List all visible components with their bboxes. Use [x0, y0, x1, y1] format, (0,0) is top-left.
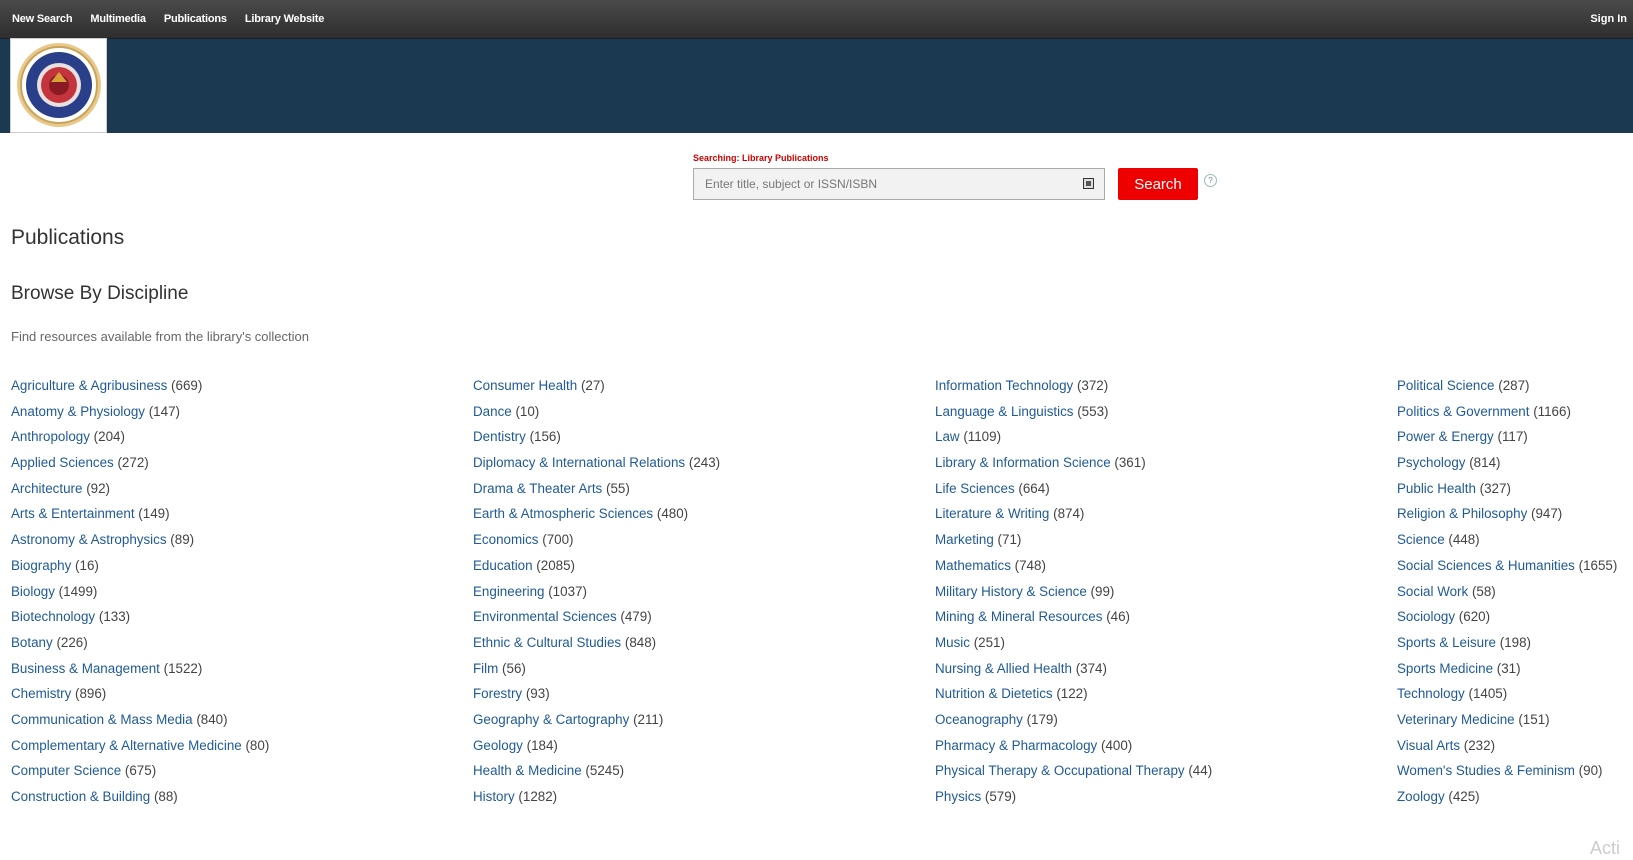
discipline-link[interactable]: Astronomy & Astrophysics: [11, 532, 167, 548]
discipline-link[interactable]: Sports & Leisure: [1397, 634, 1496, 650]
top-navigation-bar: [0, 0, 1633, 39]
discipline-item: [473, 633, 720, 659]
discipline-count: (27): [580, 378, 605, 393]
discipline-link[interactable]: Anthropology: [11, 429, 90, 445]
discipline-count: (1405): [1468, 686, 1508, 702]
discipline-count: (874): [1053, 506, 1085, 522]
discipline-link[interactable]: Oceanography: [935, 711, 1023, 727]
discipline-item: [935, 710, 1212, 736]
discipline-count: (896): [75, 686, 107, 702]
discipline-column-1: [11, 376, 269, 813]
nav-library-website[interactable]: Library Website: [244, 13, 325, 25]
sign-in-link[interactable]: Sign In: [1590, 13, 1627, 25]
discipline-count: (553): [1077, 403, 1109, 419]
discipline-item: [935, 479, 1212, 505]
discipline-item: [473, 376, 720, 402]
discipline-link[interactable]: Political Science: [1397, 378, 1495, 393]
discipline-item: [935, 556, 1212, 582]
discipline-count: (232): [1463, 737, 1496, 753]
discipline-item: [11, 761, 269, 787]
discipline-item: [473, 736, 720, 762]
discipline-item: [473, 787, 720, 813]
discipline-item: [473, 556, 720, 582]
discipline-link[interactable]: Architecture: [11, 480, 83, 496]
discipline-item: [473, 684, 720, 710]
discipline-item: [935, 607, 1212, 633]
discipline-item: [11, 633, 269, 659]
discipline-item: [11, 659, 269, 685]
discipline-link[interactable]: Social Sciences & Humanities: [1397, 557, 1575, 573]
discipline-count: (480): [656, 506, 689, 522]
discipline-count: (1655): [1578, 557, 1618, 573]
discipline-item: [1397, 453, 1617, 479]
discipline-count: (1166): [1533, 403, 1571, 419]
discipline-link[interactable]: Engineering: [473, 583, 545, 599]
discipline-count: (947): [1531, 506, 1563, 522]
discipline-count: (133): [98, 609, 131, 625]
discipline-item: [935, 427, 1212, 453]
discipline-link[interactable]: Environmental Sciences: [473, 609, 617, 625]
search-scope-label: Searching: Library Publications: [693, 153, 829, 163]
discipline-count: (99): [1090, 583, 1115, 599]
discipline-count: (372): [1076, 378, 1109, 393]
discipline-link[interactable]: Science: [1397, 532, 1445, 548]
discipline-link[interactable]: Power & Energy: [1397, 429, 1494, 445]
discipline-link[interactable]: Business & Management: [11, 660, 160, 676]
discipline-link[interactable]: Music: [935, 634, 970, 650]
discipline-count: (16): [75, 557, 99, 573]
discipline-link[interactable]: Complementary & Alternative Medicine: [11, 737, 242, 753]
discipline-link[interactable]: Marketing: [935, 532, 994, 548]
discipline-item: [1397, 710, 1617, 736]
discipline-item: [473, 402, 720, 428]
discipline-item: [935, 530, 1212, 556]
discipline-count: (226): [56, 634, 88, 650]
discipline-link[interactable]: Earth & Atmospheric Sciences: [473, 506, 654, 522]
discipline-item: [11, 710, 269, 736]
discipline-count: (243): [688, 455, 721, 471]
discipline-link[interactable]: Physics: [935, 789, 982, 804]
discipline-link[interactable]: Forestry: [473, 686, 523, 702]
page-title: Publications: [11, 226, 125, 249]
discipline-count: (90): [1578, 763, 1603, 779]
discipline-count: (400): [1100, 737, 1133, 753]
discipline-link[interactable]: Ethnic & Cultural Studies: [473, 634, 622, 650]
discipline-link[interactable]: Veterinary Medicine: [1397, 711, 1515, 727]
discipline-link[interactable]: Social Work: [1397, 583, 1469, 599]
keyboard-icon[interactable]: [1083, 178, 1094, 189]
discipline-link[interactable]: Public Health: [1397, 480, 1476, 496]
discipline-count: (251): [973, 634, 1005, 650]
discipline-item: [1397, 530, 1617, 556]
discipline-count: (89): [170, 532, 195, 548]
discipline-count: (5245): [585, 763, 625, 779]
search-area: [693, 153, 1213, 193]
discipline-link[interactable]: Biology: [11, 583, 55, 599]
discipline-item: [935, 504, 1212, 530]
discipline-item: [11, 736, 269, 762]
discipline-link[interactable]: Consumer Health: [473, 378, 578, 393]
search-button[interactable]: Search: [1118, 168, 1198, 200]
discipline-item: [1397, 659, 1617, 685]
discipline-link[interactable]: Diplomacy & International Relations: [473, 455, 686, 471]
discipline-count: (2085): [536, 557, 576, 573]
discipline-link[interactable]: Mining & Mineral Resources: [935, 609, 1103, 625]
search-field[interactable]: [693, 168, 1105, 200]
discipline-item: [11, 787, 269, 813]
search-input[interactable]: [694, 169, 1085, 199]
discipline-link[interactable]: Library & Information Science: [935, 455, 1111, 471]
discipline-count: (122): [1056, 686, 1088, 702]
discipline-link[interactable]: Biography: [11, 557, 72, 573]
discipline-item: [473, 659, 720, 685]
discipline-count: (327): [1479, 480, 1511, 496]
discipline-count: (840): [196, 711, 228, 727]
discipline-count: (93): [525, 686, 550, 702]
discipline-link[interactable]: Language & Linguistics: [935, 403, 1074, 419]
discipline-link[interactable]: Zoology: [1397, 789, 1445, 804]
nav-publications[interactable]: Publications: [163, 13, 227, 25]
discipline-item: [473, 607, 720, 633]
discipline-count: (80): [245, 737, 270, 753]
discipline-item: [1397, 607, 1617, 633]
discipline-link[interactable]: Communication & Mass Media: [11, 711, 193, 727]
discipline-link[interactable]: Life Sciences: [935, 480, 1015, 496]
discipline-link[interactable]: Religion & Philosophy: [1397, 506, 1528, 522]
discipline-item: [11, 556, 269, 582]
discipline-item: [1397, 504, 1617, 530]
browse-description: Find resources available from the library's collection: [11, 329, 309, 344]
browse-title: Browse By Discipline: [11, 283, 189, 304]
discipline-item: [11, 376, 269, 402]
discipline-item: [11, 607, 269, 633]
discipline-link[interactable]: Biotechnology: [11, 609, 96, 625]
discipline-item: [11, 582, 269, 608]
discipline-count: (151): [1518, 711, 1550, 727]
discipline-count: (448): [1448, 532, 1480, 548]
nav-multimedia[interactable]: Multimedia: [90, 13, 146, 25]
discipline-item: [1397, 427, 1617, 453]
discipline-count: (579): [984, 789, 1017, 804]
discipline-link[interactable]: Chemistry: [11, 686, 72, 702]
nav-new-search[interactable]: New Search: [12, 13, 73, 25]
discipline-link[interactable]: Dance: [473, 403, 512, 419]
discipline-link[interactable]: Pharmacy & Pharmacology: [935, 737, 1098, 753]
discipline-item: [935, 376, 1212, 402]
discipline-link[interactable]: Botany: [11, 634, 53, 650]
discipline-count: (179): [1026, 711, 1058, 727]
discipline-item: [11, 402, 269, 428]
discipline-count: (44): [1188, 763, 1213, 779]
discipline-item: [1397, 582, 1617, 608]
top-nav-links: [12, 0, 342, 38]
discipline-item: [935, 659, 1212, 685]
discipline-item: [11, 684, 269, 710]
discipline-link[interactable]: Health & Medicine: [473, 763, 582, 779]
discipline-count: (664): [1018, 480, 1050, 496]
discipline-link[interactable]: Visual Arts: [1397, 737, 1461, 753]
discipline-item: [1397, 376, 1617, 402]
discipline-item: [1397, 556, 1617, 582]
discipline-item: [473, 582, 720, 608]
discipline-column-4: [1397, 376, 1617, 813]
discipline-link[interactable]: Mathematics: [935, 557, 1011, 573]
discipline-link[interactable]: Sports Medicine: [1397, 660, 1494, 676]
discipline-link[interactable]: Education: [473, 557, 533, 573]
discipline-link[interactable]: Politics & Government: [1397, 403, 1530, 419]
discipline-link[interactable]: Physical Therapy & Occupational Therapy: [935, 763, 1185, 779]
discipline-link[interactable]: History: [473, 789, 515, 804]
discipline-count: (848): [624, 634, 657, 650]
discipline-item: [935, 402, 1212, 428]
discipline-item: [473, 453, 720, 479]
discipline-count: (1522): [163, 660, 203, 676]
discipline-item: [11, 453, 269, 479]
discipline-link[interactable]: Sociology: [1397, 609, 1456, 625]
discipline-item: [935, 761, 1212, 787]
discipline-count: (10): [515, 403, 540, 419]
discipline-count: (361): [1114, 455, 1146, 471]
discipline-count: (31): [1496, 660, 1521, 676]
discipline-link[interactable]: Construction & Building: [11, 789, 151, 804]
discipline-link[interactable]: Geology: [473, 737, 523, 753]
discipline-item: [473, 427, 720, 453]
discipline-item: [11, 427, 269, 453]
discipline-count: (117): [1497, 429, 1528, 445]
discipline-column-2: [473, 376, 720, 813]
discipline-item: [1397, 684, 1617, 710]
discipline-link[interactable]: Literature & Writing: [935, 506, 1050, 522]
discipline-count: (1499): [58, 583, 98, 599]
discipline-link[interactable]: Psychology: [1397, 455, 1466, 471]
discipline-item: [935, 736, 1212, 762]
discipline-link[interactable]: Nursing & Allied Health: [935, 660, 1072, 676]
discipline-item: [473, 504, 720, 530]
discipline-count: (620): [1458, 609, 1491, 625]
discipline-link[interactable]: Economics: [473, 532, 539, 548]
discipline-item: [473, 761, 720, 787]
discipline-link[interactable]: Law: [935, 429, 960, 445]
discipline-count: (374): [1075, 660, 1107, 676]
discipline-item: [1397, 736, 1617, 762]
discipline-count: (156): [529, 429, 561, 445]
watermark-text: Acti: [1590, 838, 1621, 858]
discipline-item: [935, 453, 1212, 479]
discipline-item: [473, 479, 720, 505]
discipline-count: (425): [1448, 789, 1480, 804]
discipline-link[interactable]: Nutrition & Dietetics: [935, 686, 1053, 702]
discipline-count: (71): [997, 532, 1022, 548]
discipline-link[interactable]: Anatomy & Physiology: [11, 403, 145, 419]
discipline-count: (1037): [548, 583, 587, 599]
discipline-count: (204): [93, 429, 125, 445]
discipline-count: (88): [153, 789, 178, 804]
discipline-link[interactable]: Computer Science: [11, 763, 122, 779]
discipline-link[interactable]: Dentistry: [473, 429, 526, 445]
discipline-count: (58): [1471, 583, 1496, 599]
discipline-link[interactable]: Military History & Science: [935, 583, 1087, 599]
discipline-link[interactable]: Women's Studies & Feminism: [1397, 763, 1575, 779]
discipline-item: [1397, 633, 1617, 659]
discipline-count: (1109): [963, 429, 1002, 445]
university-seal-logo: [16, 42, 102, 128]
discipline-link[interactable]: Agriculture & Agribusiness: [11, 378, 168, 393]
discipline-count: (184): [526, 737, 558, 753]
university-logo[interactable]: [10, 38, 107, 133]
discipline-count: (272): [117, 455, 149, 471]
discipline-count: (675): [124, 763, 157, 779]
discipline-count: (479): [620, 609, 652, 625]
discipline-count: (92): [86, 480, 111, 496]
discipline-item: [1397, 402, 1617, 428]
discipline-item: [1397, 761, 1617, 787]
discipline-count: (669): [171, 378, 203, 393]
discipline-count: (147): [148, 403, 180, 419]
discipline-count: (149): [138, 506, 170, 522]
discipline-count: (748): [1014, 557, 1046, 573]
discipline-count: (814): [1469, 455, 1501, 471]
discipline-item: [935, 787, 1212, 813]
discipline-link[interactable]: Film: [473, 660, 499, 676]
discipline-link[interactable]: Arts & Entertainment: [11, 506, 135, 522]
discipline-link[interactable]: Information Technology: [935, 378, 1074, 393]
discipline-link[interactable]: Drama & Theater Arts: [473, 480, 603, 496]
discipline-link[interactable]: Geography & Cartography: [473, 711, 630, 727]
discipline-count: (287): [1498, 378, 1530, 393]
discipline-column-3: [935, 376, 1212, 813]
discipline-count: (198): [1499, 634, 1531, 650]
discipline-count: (55): [605, 480, 630, 496]
discipline-count: (211): [633, 711, 664, 727]
discipline-item: [1397, 479, 1617, 505]
discipline-item: [473, 710, 720, 736]
header-banner: [0, 39, 1633, 133]
discipline-count: (56): [502, 660, 526, 676]
help-icon[interactable]: ?: [1204, 174, 1217, 187]
discipline-item: [935, 582, 1212, 608]
discipline-count: (1282): [518, 789, 558, 804]
discipline-link[interactable]: Technology: [1397, 686, 1465, 702]
discipline-link[interactable]: Applied Sciences: [11, 455, 114, 471]
discipline-item: [1397, 787, 1617, 813]
discipline-count: (700): [542, 532, 574, 548]
discipline-item: [11, 504, 269, 530]
discipline-item: [11, 530, 269, 556]
discipline-item: [935, 633, 1212, 659]
discipline-item: [935, 684, 1212, 710]
discipline-item: [473, 530, 720, 556]
discipline-count: (46): [1106, 609, 1131, 625]
discipline-item: [11, 479, 269, 505]
